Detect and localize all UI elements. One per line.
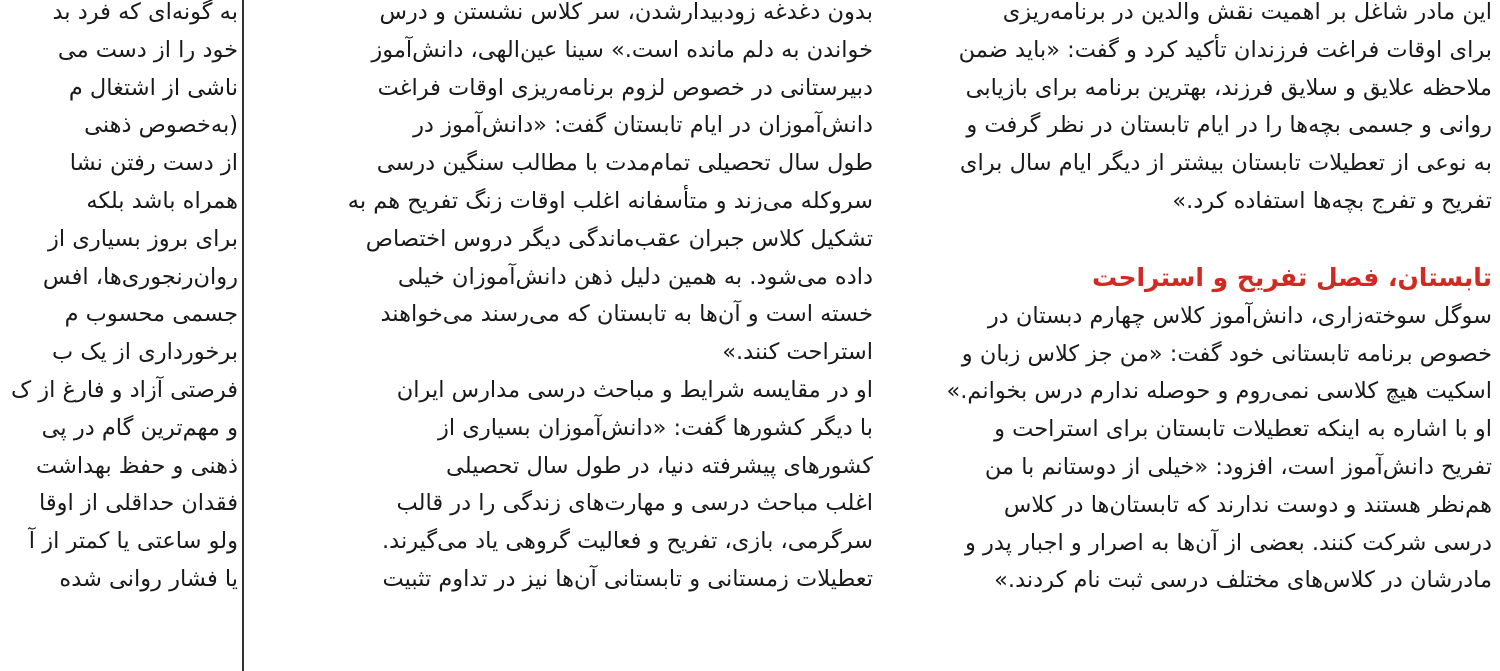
- text-line: فرصتی آزاد و فارغ از ک: [11, 376, 238, 403]
- text-line: با دیگر کشورها گفت: «دانش‌آموزان بسیاری از: [437, 414, 873, 441]
- text-line: استراحت کنند.»: [722, 339, 873, 366]
- text-line: سرگرمی، بازی، تفریح و فعالیت گروهی یاد می‌گیرند.: [382, 528, 873, 555]
- text-line: خود را از دست می‌: [57, 36, 238, 63]
- text-line: ناشی از اشتغال م: [68, 74, 238, 101]
- text-line: به نوعی از تعطیلات تابستان بیشتر از دیگر ایام سال برای: [959, 150, 1492, 177]
- text-line: تشکیل کلاس جبران عقب‌ماندگی دیگر دروس اختصاص: [365, 225, 873, 252]
- text-line: روانی و جسمی بچه‌ها را در ایام تابستان در نظر گرفت و: [966, 112, 1492, 139]
- text-line: این مادر شاغل بر اهمیت نقش والدین در برنامه‌ریزی: [1002, 0, 1492, 25]
- article-column-right: [910, 0, 1492, 671]
- text-line: به گونه‌ای که فرد بد: [52, 0, 238, 25]
- section-heading: تابستان، فصل تفریح و استراحت: [1092, 262, 1492, 292]
- text-line: یا فشار روانی شده: [59, 565, 238, 592]
- text-line: تعطیلات زمستانی و تابستانی آن‌ها نیز در تداوم تثبیت: [382, 565, 873, 592]
- text-line: دانش‌آموزان در ایام تابستان گفت: «دانش‌آموز در: [413, 112, 873, 139]
- text-line: درسی شرکت کنند. بعضی از آن‌ها به اصرار و اجبار پدر و: [964, 529, 1492, 556]
- text-line: برخورداری از یک ب: [52, 339, 238, 366]
- text-line: بدون دغدغه زودبیدارشدن، سر کلاس نشستن و درس: [379, 0, 873, 25]
- text-line: اغلب مباحث درسی و مهارت‌های زندگی را در قالب: [396, 490, 873, 517]
- text-line: کشورهای پیشرفته دنیا، در طول سال تحصیلی: [446, 452, 873, 479]
- text-line: برای بروز بسیاری از: [48, 225, 238, 252]
- text-line: دبیرستانی در خصوص لزوم برنامه‌ریزی اوقات فراغت: [377, 74, 873, 101]
- text-line: ذهنی و حفظ بهداشت: [35, 452, 238, 479]
- middle-paragraph-2: [293, 372, 873, 599]
- text-line: و مهم‌ترین گام در پی: [41, 414, 238, 441]
- article-column-middle: [293, 0, 873, 671]
- left-paragraph: [0, 0, 238, 599]
- text-line: تفریح دانش‌آموز است، افزود: «خیلی از دوستانم با من: [984, 453, 1492, 480]
- article-column-left: [0, 0, 238, 671]
- text-line: ملاحظه علایق و سلایق فرزند، بهترین برنامه برای بازیابی: [965, 74, 1492, 101]
- text-line: او در مقایسه شرایط و مباحث درسی مدارس ایران: [396, 376, 873, 403]
- text-line: تفریح و تفرج بچه‌ها استفاده کرد.»: [1172, 187, 1492, 214]
- right-paragraph-1: [910, 0, 1492, 221]
- text-line: فقدان حداقلی از اوقا: [39, 490, 238, 517]
- text-line: او با اشاره به اینکه تعطیلات تابستان برای استراحت و: [994, 416, 1492, 443]
- text-line: جسمی محسوب م: [64, 301, 238, 328]
- text-line: خسته است و آن‌ها به تابستان که می‌رسند می‌خواهند: [380, 301, 873, 328]
- text-line: همراه باشد بلکه: [86, 187, 238, 214]
- right-paragraph-2: [910, 298, 1492, 600]
- text-line: هم‌نظر هستند و دوست ندارند که تابستان‌ها در کلاس: [1003, 491, 1492, 518]
- text-line: اسکیت هیچ کلاسی نمی‌روم و حوصله ندارم درس بخوانم.»: [946, 378, 1492, 405]
- text-line: مادرشان در کلاس‌های مختلف درسی ثبت نام کردند.»: [994, 567, 1492, 594]
- text-line: برای اوقات فراغت فرزندان تأکید کرد و گفت: «باید ضمن: [958, 36, 1492, 63]
- text-line: سوگل سوخته‌زاری، دانش‌آموز کلاس چهارم دبستان در: [987, 302, 1492, 329]
- column-divider: [242, 0, 244, 671]
- text-line: (به‌خصوص ذهنی: [84, 112, 238, 139]
- text-line: خصوص برنامه تابستانی خود گفت: «من جز کلاس زبان و: [961, 340, 1492, 367]
- text-line: سروکله می‌زند و متأسفانه اغلب اوقات زنگ تفریح هم به: [347, 187, 873, 214]
- text-line: روان‌رنجوری‌ها، افس: [42, 263, 238, 290]
- text-line: خواندن به دلم مانده است.» سینا عین‌الهی، دانش‌آموز: [371, 36, 873, 63]
- text-line: ولو ساعتی یا کمتر از آ: [28, 528, 238, 555]
- text-line: داده می‌شود. به همین دلیل ذهن دانش‌آموزان خیلی: [397, 263, 873, 290]
- text-line: طول سال تحصیلی تمام‌مدت با مطالب سنگین درسی: [376, 150, 873, 177]
- text-line: از دست رفتن نشا: [69, 150, 238, 177]
- middle-paragraph-1: [293, 0, 873, 372]
